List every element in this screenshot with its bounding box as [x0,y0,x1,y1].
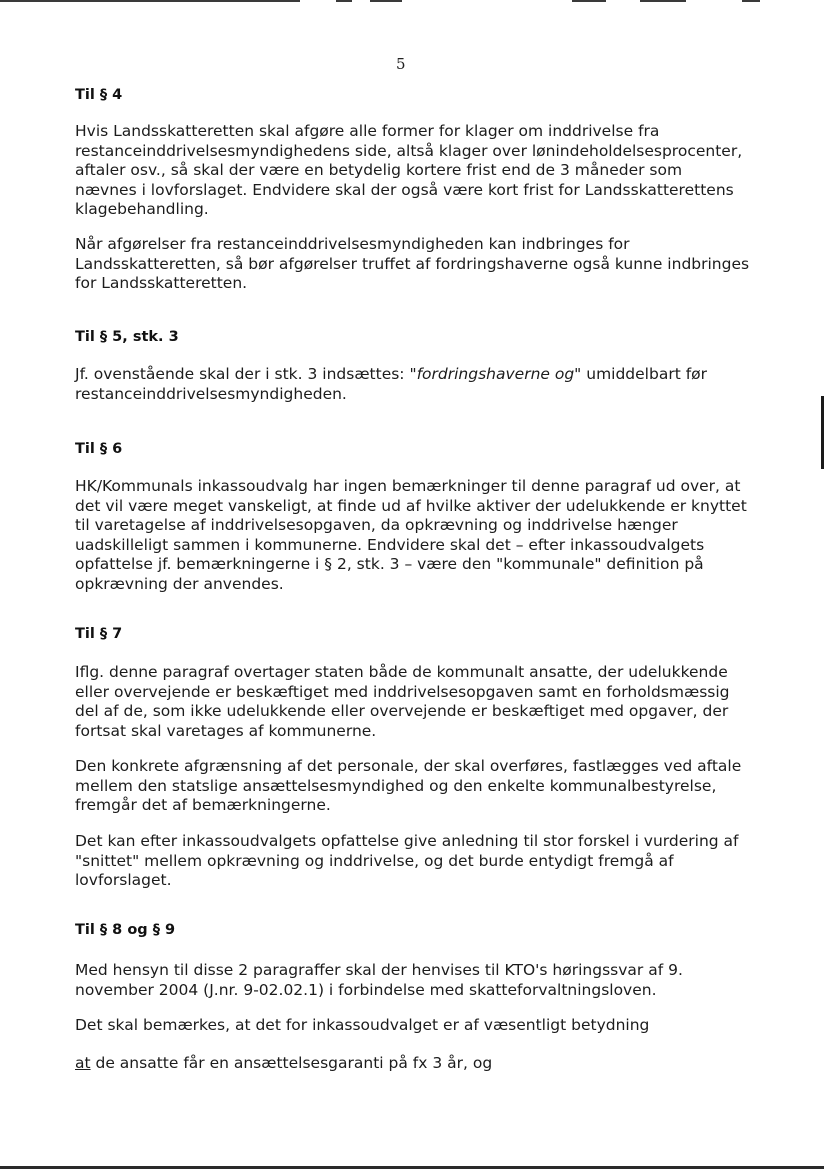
text-line: fremgår det af bemærkningerne. [75,796,331,814]
text-line: til varetagelse af inddrivelsesopgaven, da opkrævning og inddrivelse hænger [75,516,678,534]
text-line: Med hensyn til disse 2 paragraffer skal der henvises til KTO's høringssvar af 9. [75,961,683,979]
text-line: det vil være meget vanskeligt, at finde ud af hvilke aktiver der udelukkende er knyttet [75,496,747,515]
text-line: nævnes i lovforslaget. Endvidere skal der også være kort frist for Landsskatterettens [75,180,734,199]
scan-edge-gap [686,0,742,2]
text-line: Det kan efter inkassoudvalgets opfattelse give anledning til stor forskel i vurdering af [75,832,739,850]
scan-edge-gap [606,0,640,2]
text-line: lovforslaget. [75,871,172,889]
text-line: mellem den statslige ansættelsesmyndighed og den enkelte kommunalbestyrelse, [75,776,717,795]
text-line: Landsskatteretten, så bør afgørelser truffet af fordringshaverne også kunne indbringes [75,254,750,273]
paragraph [75,1054,775,1074]
text-line: restanceinddrivelsesmyndighedens side, altså klager over lønindeholdelsesprocenter, [75,141,743,160]
text-line [75,365,775,385]
text-line: for Landsskatteretten. [75,274,248,292]
section-heading-4: Til § 4 [75,87,123,103]
section-heading-6: Til § 6 [75,441,123,457]
text-line [75,1054,775,1074]
text-line: HK/Kommunals inkassoudvalg har ingen bemærkninger til denne paragraf ud over, at [75,477,741,495]
text-line: opkrævning der anvendes. [75,574,284,593]
text-line: aftaler osv., så skal der være en betydelig kortere frist end de 3 måneder som [75,161,683,179]
paragraph [75,832,775,891]
scan-edge-gap [760,0,824,2]
text-line: del af de, som ikke udelukkende eller overvejende er beskæftiget med opgaver, der [75,702,729,720]
text-line: Iflg. denne paragraf overtager staten både de kommunalt ansatte, der udelukkende [75,663,728,681]
text-line: fortsat skal varetages af kommunerne. [75,721,377,740]
section-heading-8-9: Til § 8 og § 9 [75,922,176,938]
paragraph [75,477,775,594]
text-line: Den konkrete afgrænsning af det personale, der skal overføres, fastlægges ved aftale [75,757,742,775]
paragraph [75,757,775,816]
paragraph [75,235,775,294]
paragraph [75,663,775,741]
text-line: "snittet" mellem opkrævning og inddrivelse, og det burde entydigt fremgå af [75,851,674,870]
text-line: eller overvejende er beskæftiget med inddrivelsesopgaven samt en forholdsmæssig [75,682,730,701]
text-line: Det skal bemærkes, at det for inkassoudvalget er af væsentligt betydning [75,1016,650,1034]
scan-edge-gap [352,0,370,2]
underlined-word: at [75,1054,91,1072]
section-heading-5: Til § 5, stk. 3 [75,329,179,345]
text-segment: umiddelbart før [581,365,708,383]
text-line: opfattelse jf. bemærkningerne i § 2, stk. 3 – være den "kommunale" definition på [75,555,704,573]
scan-edge-gap [402,0,572,2]
text-segment: de ansatte får en ansættelsesgaranti på fx 3 år, og [90,1054,493,1072]
text-line: Når afgørelser fra restanceinddrivelsesmyndigheden kan indbringes for [75,235,630,253]
paragraph [75,122,775,220]
paragraph [75,1016,775,1036]
paragraph [75,365,775,404]
section-heading-7: Til § 7 [75,626,123,642]
text-segment: Jf. ovenstående skal der i stk. 3 indsættes: [75,365,410,383]
text-line: uadskilleligt sammen i kommunerne. Endvidere skal det – efter inkassoudvalgets [75,535,705,554]
quoted-term: "fordringshaverne og" [409,365,582,383]
scan-edge-gap [300,0,336,2]
text-line: november 2004 (J.nr. 9-02.02.1) i forbindelse med skatteforvaltningsloven. [75,980,657,999]
paragraph [75,961,775,1000]
text-line: klagebehandling. [75,200,209,218]
text-line: Hvis Landsskatteretten skal afgøre alle former for klager om inddrivelse fra [75,122,660,140]
text-line: restanceinddrivelsesmyndigheden. [75,384,347,403]
page-number: 5 [396,55,406,73]
